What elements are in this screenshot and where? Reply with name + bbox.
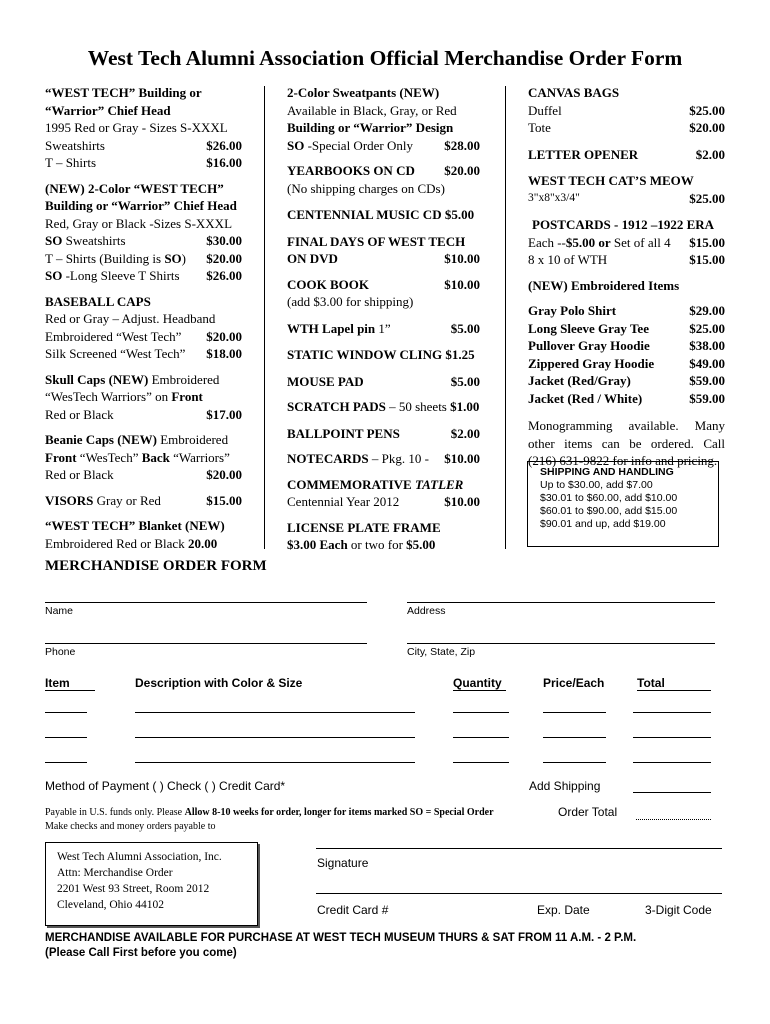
item-description-emph: Back: [141, 449, 170, 465]
column-divider: [264, 86, 265, 549]
item-heading: (NEW) 2-Color “WEST TECH”: [45, 180, 224, 196]
price-row: [45, 232, 242, 250]
address-line: 2201 West 93 Street, Room 2012: [57, 883, 210, 895]
merchandise-column-2: [287, 84, 480, 554]
item-description: Red or Gray – Adjust. Headband: [45, 311, 216, 326]
item-name: WTH Lapel pin: [287, 320, 376, 336]
item-title-rest: Embroidered: [148, 371, 220, 387]
item-price: $20.00: [206, 328, 242, 344]
item-price: $5.00: [565, 234, 596, 250]
order-quantity-field[interactable]: [453, 762, 509, 763]
price-row: [45, 328, 242, 346]
item-name: YEARBOOKS ON CD: [287, 163, 415, 178]
item-price: $16.00: [206, 155, 242, 170]
order-total-field[interactable]: [636, 818, 711, 820]
payable-note: [45, 807, 494, 818]
item-price: $49.00: [689, 355, 725, 371]
price-row: [45, 466, 242, 484]
price-row: [528, 119, 725, 137]
item-name: Gray or Red: [93, 492, 161, 508]
item-name: COMMEMORATIVE: [287, 476, 415, 492]
item-name: SCRATCH PADS: [287, 399, 386, 414]
item-price: $2.00: [695, 146, 725, 162]
price-row: [287, 276, 480, 294]
item-title-rest: Embroidered: [156, 432, 229, 447]
price-row: [287, 250, 480, 268]
item-description-text: “WesTech”: [76, 449, 142, 465]
address-line: West Tech Alumni Association, Inc.: [57, 851, 222, 863]
item-price: $10.00: [444, 276, 480, 292]
item-description: (add $3.00 for shipping): [287, 294, 414, 309]
price-row: [45, 345, 242, 363]
item-heading: Building or “Warrior” Chief Head: [45, 198, 237, 213]
city-state-zip-field[interactable]: [407, 643, 715, 644]
item-heading: BASEBALL CAPS: [45, 293, 151, 309]
item-title: Skull Caps (NEW): [45, 371, 149, 387]
item-price: $25.00: [689, 102, 725, 118]
price-row: [528, 190, 725, 208]
security-code-label: 3-Digit Code: [645, 903, 712, 917]
address-line: Attn: Merchandise Order: [57, 867, 173, 879]
item-price: $20.00: [689, 120, 725, 135]
item-name: BALLPOINT PENS: [287, 425, 400, 441]
item-price: $59.00: [689, 373, 725, 388]
item-name: Zippered Gray Hoodie: [528, 355, 655, 371]
column-divider: [505, 86, 506, 549]
item-heading: “WEST TECH” Building or: [45, 85, 202, 100]
item-price: $26.00: [206, 268, 242, 283]
item-price: $38.00: [689, 338, 725, 353]
item-name: Tote: [528, 120, 551, 135]
item-price: $17.00: [206, 406, 242, 422]
item-price: $15.00: [206, 492, 242, 508]
item-name: Gray Polo Shirt: [528, 303, 617, 318]
item-price: $30.00: [206, 233, 242, 248]
merchandise-column-3: [528, 84, 725, 470]
item-description: [45, 449, 242, 467]
item-name: Jacket (Red / White): [528, 390, 643, 406]
item-price: $15.00: [689, 234, 725, 250]
item-price: 20.00: [187, 535, 218, 551]
item-price: $10.00: [444, 251, 480, 266]
item-price: $29.00: [689, 303, 725, 318]
price-row: [528, 102, 725, 120]
item-heading: CENTENNIAL MUSIC CD $5.00: [287, 207, 475, 222]
monogram-note: Monogramming available. Many other items can be ordered. Call (216) 631-9822 for info and pricing.: [528, 418, 725, 468]
price-row: [45, 250, 242, 268]
order-quantity-field[interactable]: [453, 737, 509, 738]
item-price: $3.00 Each: [287, 537, 348, 552]
item-description-text: “Warriors”: [169, 449, 230, 465]
order-total-label: Order Total: [558, 805, 618, 819]
item-heading: WEST TECH CAT’S MEOW: [528, 173, 694, 188]
item-price: $1.00: [450, 399, 480, 414]
item-price: $5.00: [450, 373, 480, 389]
order-price-field[interactable]: [543, 737, 606, 738]
order-item-field[interactable]: [45, 712, 87, 713]
item-name: Set of all 4: [610, 234, 671, 250]
address-field[interactable]: [407, 602, 715, 603]
item-price: $28.00: [444, 137, 480, 153]
merchandise-column-1: [45, 84, 242, 552]
signature-top-rule: [316, 848, 722, 849]
item-description-text: “WesTech Warriors” on: [45, 389, 172, 404]
item-title: VISORS: [45, 492, 94, 508]
price-row: [45, 267, 242, 285]
item-title: Beanie Caps (NEW): [45, 432, 157, 447]
item-name: Red or Black: [45, 406, 114, 422]
item-or: or: [595, 234, 611, 250]
credit-card-label: Credit Card #: [317, 903, 389, 917]
item-size: 1”: [375, 320, 391, 336]
item-name: Sweatshirts: [62, 233, 126, 248]
total-column-header: Total: [637, 676, 711, 691]
item-description: Red, Gray or Black -Sizes S-XXXL: [45, 215, 233, 231]
price-row: [528, 234, 725, 252]
item-name: Each --: [528, 234, 566, 250]
embroidered-item-row: [528, 302, 725, 320]
price-each-column-header: Price/Each: [543, 676, 605, 690]
item-price: $20.00: [206, 467, 242, 482]
order-item-field[interactable]: [45, 762, 87, 763]
embroidered-item-row: [528, 320, 725, 338]
order-price-field[interactable]: [543, 712, 606, 713]
item-heading: [287, 398, 480, 416]
add-shipping-field[interactable]: [633, 792, 711, 793]
item-price: $20.00: [444, 163, 480, 178]
item-heading: “Warrior” Chief Head: [45, 102, 171, 118]
item-heading: STATIC WINDOW CLING $1.25: [287, 347, 475, 362]
item-name: COOK BOOK: [287, 276, 369, 292]
delivery-note: Allow 8-10 weeks for order, longer for items marked SO = Special Order: [184, 807, 494, 818]
item-price: $26.00: [206, 137, 242, 153]
item-heading: 2-Color Sweatpants (NEW): [287, 85, 440, 100]
order-description-field[interactable]: [135, 737, 415, 738]
signature-label: Signature: [317, 856, 369, 870]
price-row: [287, 137, 480, 155]
shipping-handling-box: [527, 461, 719, 547]
item-name: Centennial Year 2012: [287, 494, 400, 509]
shipping-rate: $60.01 to $90.00, add $15.00: [540, 505, 678, 517]
address-line: Cleveland, Ohio 44102: [57, 899, 164, 911]
item-price: $20.00: [206, 250, 242, 266]
address-label: Address: [407, 605, 446, 617]
phone-field[interactable]: [45, 643, 367, 644]
price-row: [287, 493, 480, 511]
item-description: Building or “Warrior” Design: [287, 120, 454, 135]
item-price: $10.00: [444, 451, 480, 466]
order-item-field[interactable]: [45, 737, 87, 738]
signature-field[interactable]: [316, 893, 722, 894]
order-total-field[interactable]: [633, 712, 711, 713]
order-description-field[interactable]: [135, 762, 415, 763]
phone-label: Phone: [45, 646, 76, 658]
item-heading: [45, 431, 242, 449]
item-description-emph: Front: [171, 389, 203, 404]
embroidered-item-row: [528, 390, 725, 408]
price-row: [45, 137, 242, 155]
make-checks-note: Make checks and money orders payable to: [45, 821, 216, 832]
item-name: -Long Sleeve T Shirts: [62, 268, 180, 283]
price-row: [528, 146, 725, 164]
expiration-date-label: Exp. Date: [537, 903, 590, 917]
item-price: $59.00: [689, 390, 725, 406]
order-total-field[interactable]: [633, 737, 711, 738]
item-name: LETTER OPENER: [528, 146, 639, 162]
item-name: -Special Order Only: [304, 137, 414, 153]
add-shipping-label: Add Shipping: [529, 779, 601, 793]
price-row: [45, 154, 242, 172]
item-description-emph: Front: [45, 449, 77, 465]
item-name: Embroidered “West Tech”: [45, 328, 182, 344]
item-description: (No shipping charges on CDs): [287, 180, 445, 196]
item-name: Sweatshirts: [45, 137, 105, 153]
item-description-text: or two for: [347, 537, 407, 552]
item-name: ON DVD: [287, 251, 338, 266]
item-description: Available in Black, Gray, or Red: [287, 102, 457, 118]
shipping-rate: Up to $30.00, add $7.00: [540, 479, 653, 491]
item-heading: CANVAS BAGS: [528, 85, 620, 100]
item-description-text: – 50 sheets: [385, 399, 451, 414]
item-name-end: ): [181, 250, 186, 266]
payment-method[interactable]: Method of Payment ( ) Check ( ) Credit Card*: [45, 779, 286, 793]
order-quantity-field[interactable]: [453, 712, 509, 713]
price-row: [287, 162, 480, 180]
item-name: Silk Screened “West Tech”: [45, 346, 186, 361]
item-name: Pullover Gray Hoodie: [528, 338, 650, 353]
item-description: [287, 536, 480, 554]
page-title: West Tech Alumni Association Official Merchandise Order Form: [87, 46, 683, 70]
item-name: Embroidered Red or Black: [45, 535, 188, 551]
item-name: Duffel: [528, 102, 562, 118]
name-field[interactable]: [45, 602, 367, 603]
item-name: 8 x 10 of WTH: [528, 252, 608, 267]
item-heading: “WEST TECH” Blanket (NEW): [45, 518, 225, 533]
item-price: $25.00: [689, 190, 725, 206]
item-name: NOTECARDS: [287, 451, 369, 466]
item-heading: LICENSE PLATE FRAME: [287, 519, 441, 535]
item-price: $15.00: [689, 252, 725, 267]
item-name: T – Shirts (Building is: [45, 250, 165, 266]
item-name: Red or Black: [45, 467, 114, 482]
museum-footer: [45, 931, 636, 961]
quantity-column-header: Quantity: [453, 676, 506, 691]
footer-line: (Please Call First before you come): [45, 947, 237, 959]
description-column-header: Description with Color & Size: [135, 676, 303, 690]
name-label: Name: [45, 605, 74, 617]
item-heading: (NEW) Embroidered Items: [528, 277, 680, 293]
item-description-text: – Pkg. 10 -: [368, 451, 429, 466]
special-order-mark: SO: [45, 233, 63, 248]
item-name: Jacket (Red/Gray): [528, 373, 631, 388]
order-form-heading: MERCHANDISE ORDER FORM: [45, 558, 267, 574]
special-order-mark: SO: [45, 268, 63, 283]
order-description-field[interactable]: [135, 712, 415, 713]
item-heading: FINAL DAYS OF WEST TECH: [287, 233, 466, 249]
shipping-rate: $90.01 and up, add $19.00: [540, 518, 666, 530]
item-price: $10.00: [444, 494, 480, 509]
price-row: [45, 492, 242, 510]
embroidered-item-row: [528, 372, 725, 390]
item-price: $18.00: [206, 346, 242, 361]
special-order-mark: SO: [164, 250, 182, 266]
item-description: 1995 Red or Gray - Sizes S-XXXL: [45, 120, 228, 135]
item-column-header: Item: [45, 676, 95, 691]
price-row: [45, 406, 242, 424]
embroidered-item-row: [528, 337, 725, 355]
footer-line: MERCHANDISE AVAILABLE FOR PURCHASE AT WEST TECH MUSEUM THURS & SAT FROM 11 A.M. - 2 P.M.: [45, 932, 637, 944]
item-price: $2.00: [450, 425, 480, 441]
price-row: [287, 425, 480, 443]
embroidered-item-row: [528, 355, 725, 373]
item-size: 3"x8"x3/4": [528, 191, 580, 204]
price-row: [287, 373, 480, 391]
order-total-field[interactable]: [633, 762, 711, 763]
item-name: Long Sleeve Gray Tee: [528, 320, 649, 336]
item-heading: [45, 371, 242, 389]
city-state-zip-label: City, State, Zip: [407, 646, 476, 658]
item-name: MOUSE PAD: [287, 373, 364, 389]
payable-text: Payable in U.S. funds only. Please: [45, 807, 185, 818]
embroidered-items-list: [528, 302, 725, 407]
shipping-heading: SHIPPING AND HANDLING: [540, 466, 674, 478]
item-name: T – Shirts: [45, 155, 97, 170]
item-price: $25.00: [689, 320, 725, 336]
item-heading: [287, 476, 480, 494]
shipping-rate: $30.01 to $60.00, add $10.00: [540, 492, 678, 504]
item-description: [45, 535, 242, 553]
item-price: $5.00: [450, 320, 480, 336]
item-price: $5.00: [406, 537, 436, 552]
mailing-address-box: [45, 842, 258, 926]
price-row: [287, 450, 480, 468]
special-order-mark: SO: [287, 137, 305, 153]
order-price-field[interactable]: [543, 762, 606, 763]
item-description: [45, 388, 242, 406]
item-name-italic: TATLER: [414, 476, 464, 492]
price-row: [528, 251, 725, 269]
price-row: [287, 320, 480, 338]
item-heading: POSTCARDS - 1912 –1922 ERA: [532, 217, 715, 232]
